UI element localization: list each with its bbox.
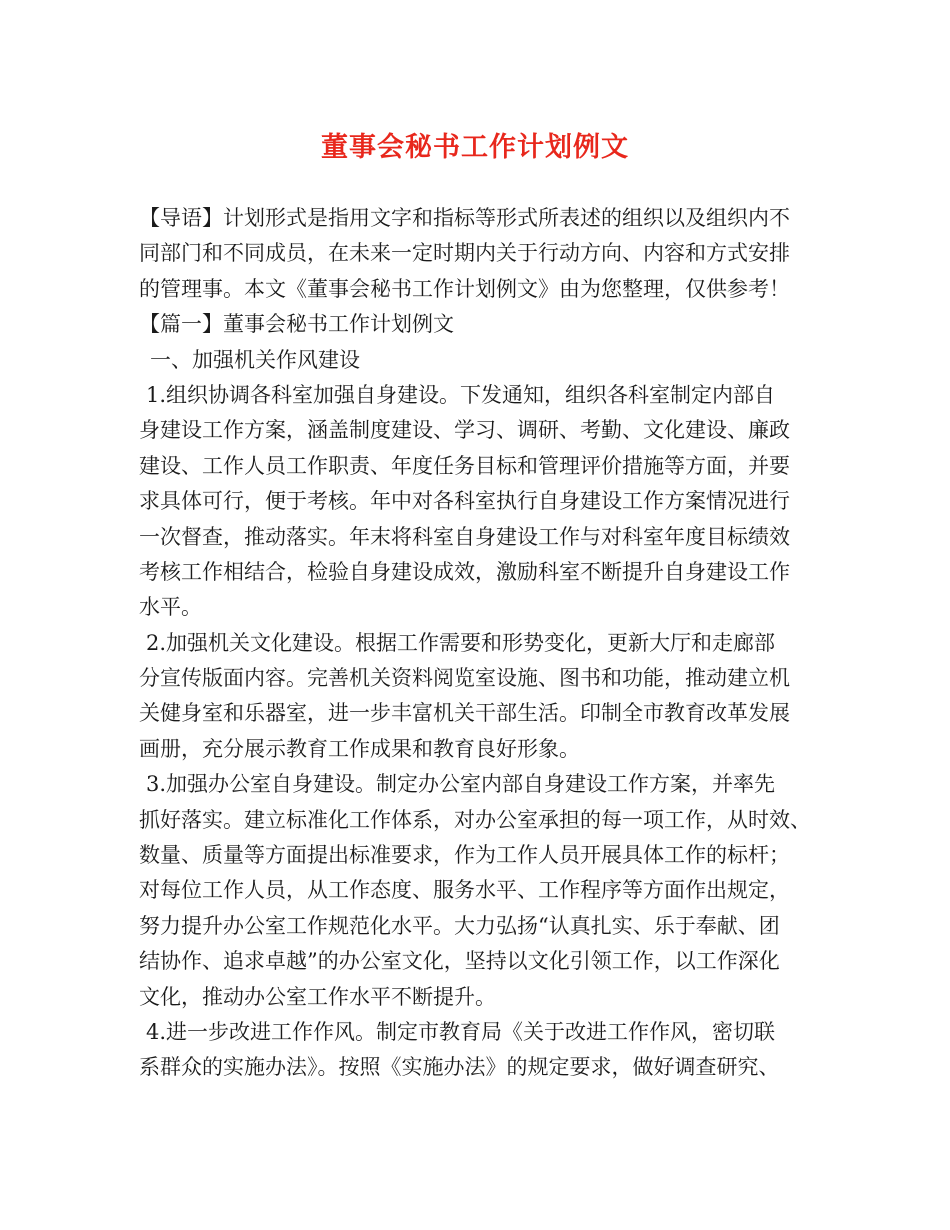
- subsection-heading: 一、加强机关作风建设: [150, 347, 360, 372]
- paragraph-line: 1.组织协调各科室加强自身建设。下发通知，组织各科室制定内部自: [146, 382, 776, 407]
- paragraph-line: 分宣传版面内容。完善机关资料阅览室设施、图书和功能，推动建立机: [139, 666, 790, 691]
- paragraph-line: 数量、质量等方面提出标准要求，作为工作人员开展具体工作的标杆；: [139, 843, 790, 868]
- document-body: [139, 201, 829, 1086]
- paragraph-line: 文化，推动办公室工作水平不断提升。: [139, 984, 496, 1009]
- paragraph-line: 2.加强机关文化建设。根据工作需要和形势变化，更新大厅和走廊部: [146, 630, 776, 655]
- paragraph-line: 求具体可行，便于考核。年中对各科室执行自身建设工作方案情况进行: [139, 489, 790, 514]
- section-heading: 【篇一】董事会秘书工作计划例文: [139, 312, 454, 337]
- intro-line: 【导语】计划形式是指用文字和指标等形式所表述的组织以及组织内不: [139, 206, 790, 230]
- paragraph-line: 对每位工作人员，从工作态度、服务水平、工作程序等方面作出规定，: [139, 878, 790, 903]
- document-title: 董事会秘书工作计划例文: [321, 132, 629, 163]
- paragraph-line: 画册，充分展示教育工作成果和教育良好形象。: [139, 736, 580, 761]
- paragraph-line: 抓好落实。建立标准化工作体系，对办公室承担的每一项工作，从时效、: [139, 807, 811, 832]
- paragraph-line: 3.加强办公室自身建设。制定办公室内部自身建设工作方案，并率先: [146, 772, 776, 797]
- intro-line: 同部门和不同成员，在未来一定时期内关于行动方向、内容和方式安排: [139, 241, 790, 266]
- paragraph-line: 身建设工作方案，涵盖制度建设、学习、调研、考勤、文化建设、廉政: [139, 418, 790, 443]
- paragraph-line: 系群众的实施办法》。按照《实施办法》的规定要求，做好调查研究、: [139, 1055, 780, 1080]
- paragraph-line: 结协作、追求卓越”的办公室文化，坚持以文化引领工作，以工作深化: [139, 949, 780, 974]
- paragraph-line: 关健身室和乐器室，进一步丰富机关干部生活。印制全市教育改革发展: [139, 701, 790, 726]
- paragraph-line: 努力提升办公室工作规范化水平。大力弘扬“认真扎实、乐于奉献、团: [139, 913, 780, 938]
- paragraph-line: 水平。: [139, 595, 202, 620]
- paragraph-line: 建设、工作人员工作职责、年度任务目标和管理评价措施等方面，并要: [139, 453, 790, 478]
- paragraph-line: 4.进一步改进工作作风。制定市教育局《关于改进工作作风，密切联: [146, 1019, 776, 1044]
- intro-line: 的管理事。本文《董事会秘书工作计划例文》由为您整理，仅供参考！: [139, 276, 790, 301]
- paragraph-line: 考核工作相结合，检验自身建设成效，激励科室不断提升自身建设工作: [139, 559, 790, 584]
- paragraph-line: 一次督查，推动落实。年末将科室自身建设工作与对科室年度目标绩效: [139, 524, 790, 549]
